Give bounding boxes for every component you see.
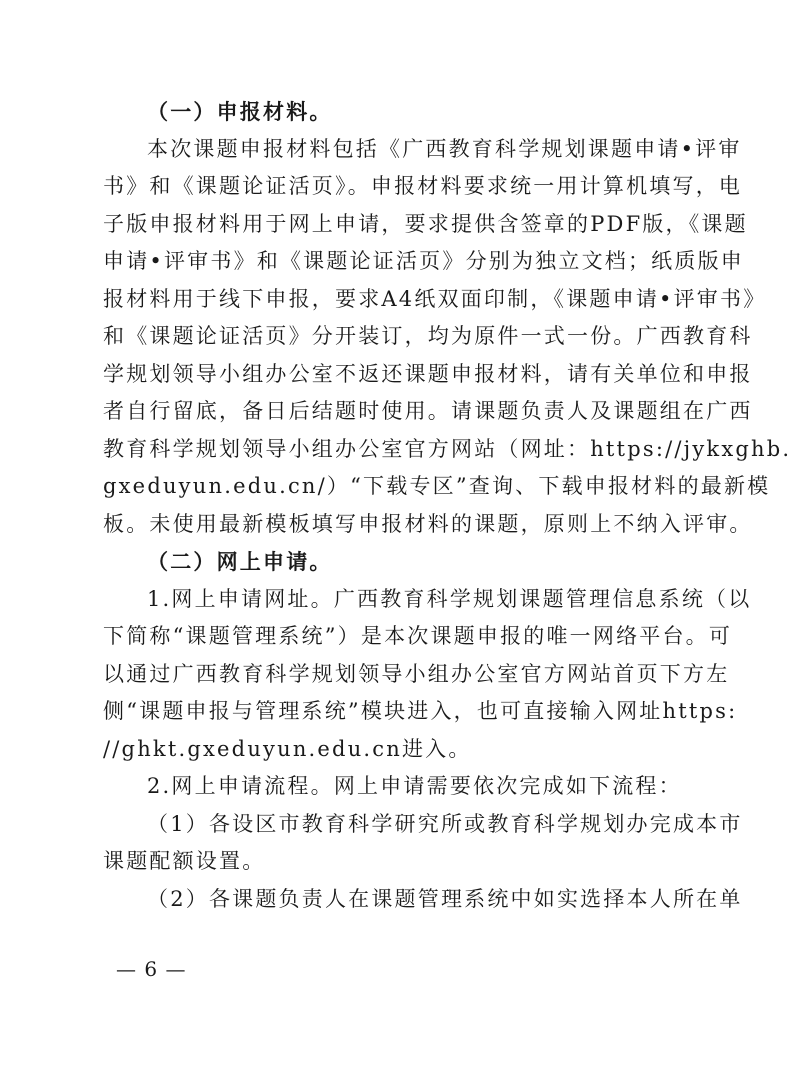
paragraph-line: 报材料用于线下申报，要求A4纸双面印制，《课题申请•评审书》 (103, 286, 767, 311)
section-heading-materials: （一）申报材料。 (147, 99, 333, 124)
paragraph-line: （1）各设区市教育科学研究所或教育科学规划办完成本市 (147, 811, 743, 836)
paragraph-line: 下简称“课题管理系统”）是本次课题申报的唯一网络平台。可 (103, 624, 733, 648)
paragraph-line: 申请•评审书》和《课题论证活页》分别为独立文档；纸质版申 (103, 249, 744, 273)
document-body (103, 93, 792, 918)
paragraph-line: 1.网上申请网址。广西教育科学规划课题管理信息系统（以 (147, 586, 752, 611)
paragraph-line: 以通过广西教育科学规划领导小组办公室官方网站首页下方左 (103, 661, 730, 686)
paragraph-line: 课题配额设置。 (103, 849, 266, 873)
paragraph-line: （2）各课题负责人在课题管理系统中如实选择本人所在单 (147, 886, 743, 911)
paragraph-line: //ghkt.gxeduyun.edu.cn进入。 (103, 736, 472, 761)
paragraph-line: 子版申报材料用于网上申请，要求提供含签章的PDF版，《课题 (103, 211, 748, 236)
paragraph-line: 学规划领导小组办公室不返还课题申报材料，请有关单位和申报 (103, 361, 753, 386)
section-heading-online-application: （二）网上申请。 (147, 549, 333, 574)
paragraph-line: 2.网上申请流程。网上申请需要依次完成如下流程： (147, 774, 682, 798)
paragraph-line: 书》和《课题论证活页》。申报材料要求统一用计算机填写，电 (103, 174, 743, 198)
paragraph-line: 侧“课题申报与管理系统”模块进入，也可直接输入网址https: (103, 699, 738, 723)
paragraph-line: 教育科学规划领导小组办公室官方网站（网址：https://jykxghb. (103, 436, 792, 461)
paragraph-line: 者自行留底，备日后结题时使用。请课题负责人及课题组在广西 (103, 399, 753, 423)
paragraph-line: 本次课题申报材料包括《广西教育科学规划课题申请•评审 (147, 136, 742, 161)
page-number: — 6 — (116, 957, 187, 981)
paragraph-line: 板。未使用最新模板填写申报材料的课题，原则上不纳入评审。 (103, 511, 753, 536)
paragraph-line: gxeduyun.edu.cn/）“下载专区”查询、下载申报材料的最新模 (103, 474, 771, 498)
paragraph-line: 和《课题论证活页》分开装订，均为原件一式一份。广西教育科 (103, 324, 753, 348)
